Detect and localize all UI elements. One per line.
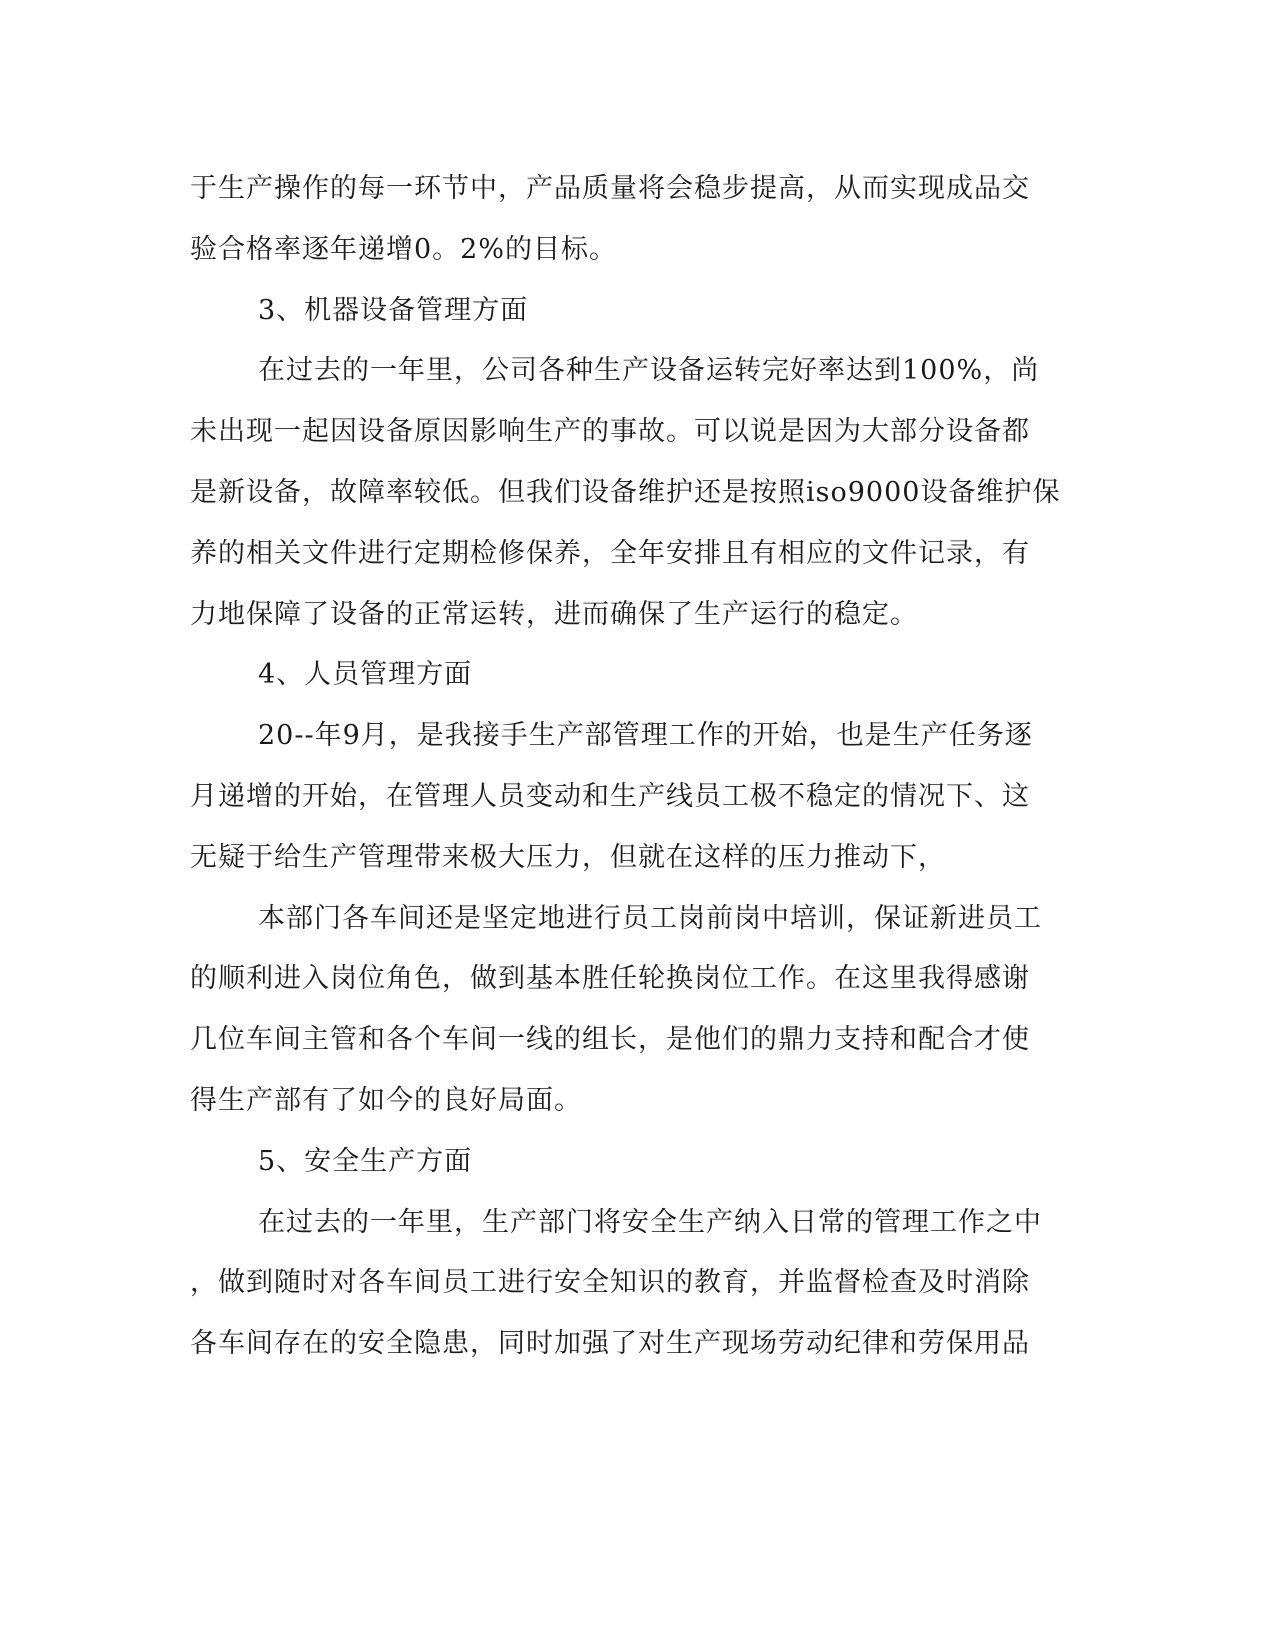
text-line: 养的相关文件进行定期检修保养，全年安排且有相应的文件记录，有: [190, 537, 1030, 569]
text-line: 月递增的开始，在管理人员变动和生产线员工极不稳定的情况下、这: [190, 780, 1030, 812]
text-line: 几位车间主管和各个车间一线的组长，是他们的鼎力支持和配合才使: [190, 1024, 1030, 1056]
text-line: 力地保障了设备的正常运转，进而确保了生产运行的稳定。: [190, 598, 918, 630]
text-line: ，做到随时对各车间员工进行安全知识的教育，并监督检查及时消除: [190, 1267, 1030, 1299]
text-line: 在过去的一年里，生产部门将安全生产纳入日常的管理工作之中: [258, 1206, 1042, 1238]
document-body: [190, 159, 1090, 1375]
text-line: 是新设备，故障率较低。但我们设备维护还是按照iso9000设备维护保: [190, 476, 1061, 508]
text-line: 得生产部有了如今的良好局面。: [190, 1084, 582, 1116]
text-line: 的顺利进入岗位角色，做到基本胜任轮换岗位工作。在这里我得感谢: [190, 963, 1030, 995]
section-heading: 5、安全生产方面: [258, 1145, 473, 1177]
text-line: 本部门各车间还是坚定地进行员工岗前岗中培训，保证新进员工: [258, 902, 1042, 934]
section-heading: 3、机器设备管理方面: [258, 294, 529, 326]
section-heading: 4、人员管理方面: [258, 659, 473, 691]
text-line: 各车间存在的安全隐患，同时加强了对生产现场劳动纪律和劳保用品: [190, 1328, 1030, 1360]
text-line: 20--年9月，是我接手生产部管理工作的开始，也是生产任务逐: [258, 720, 1033, 752]
text-line: 未出现一起因设备原因影响生产的事故。可以说是因为大部分设备都: [190, 416, 1030, 448]
text-line: 验合格率逐年递增0。2%的目标。: [190, 233, 618, 265]
text-line: 于生产操作的每一环节中，产品质量将会稳步提高，从而实现成品交: [190, 173, 1030, 204]
text-line: 在过去的一年里，公司各种生产设备运转完好率达到100%，尚: [258, 355, 1040, 387]
text-line: 无疑于给生产管理带来极大压力，但就在这样的压力推动下，: [190, 841, 946, 873]
